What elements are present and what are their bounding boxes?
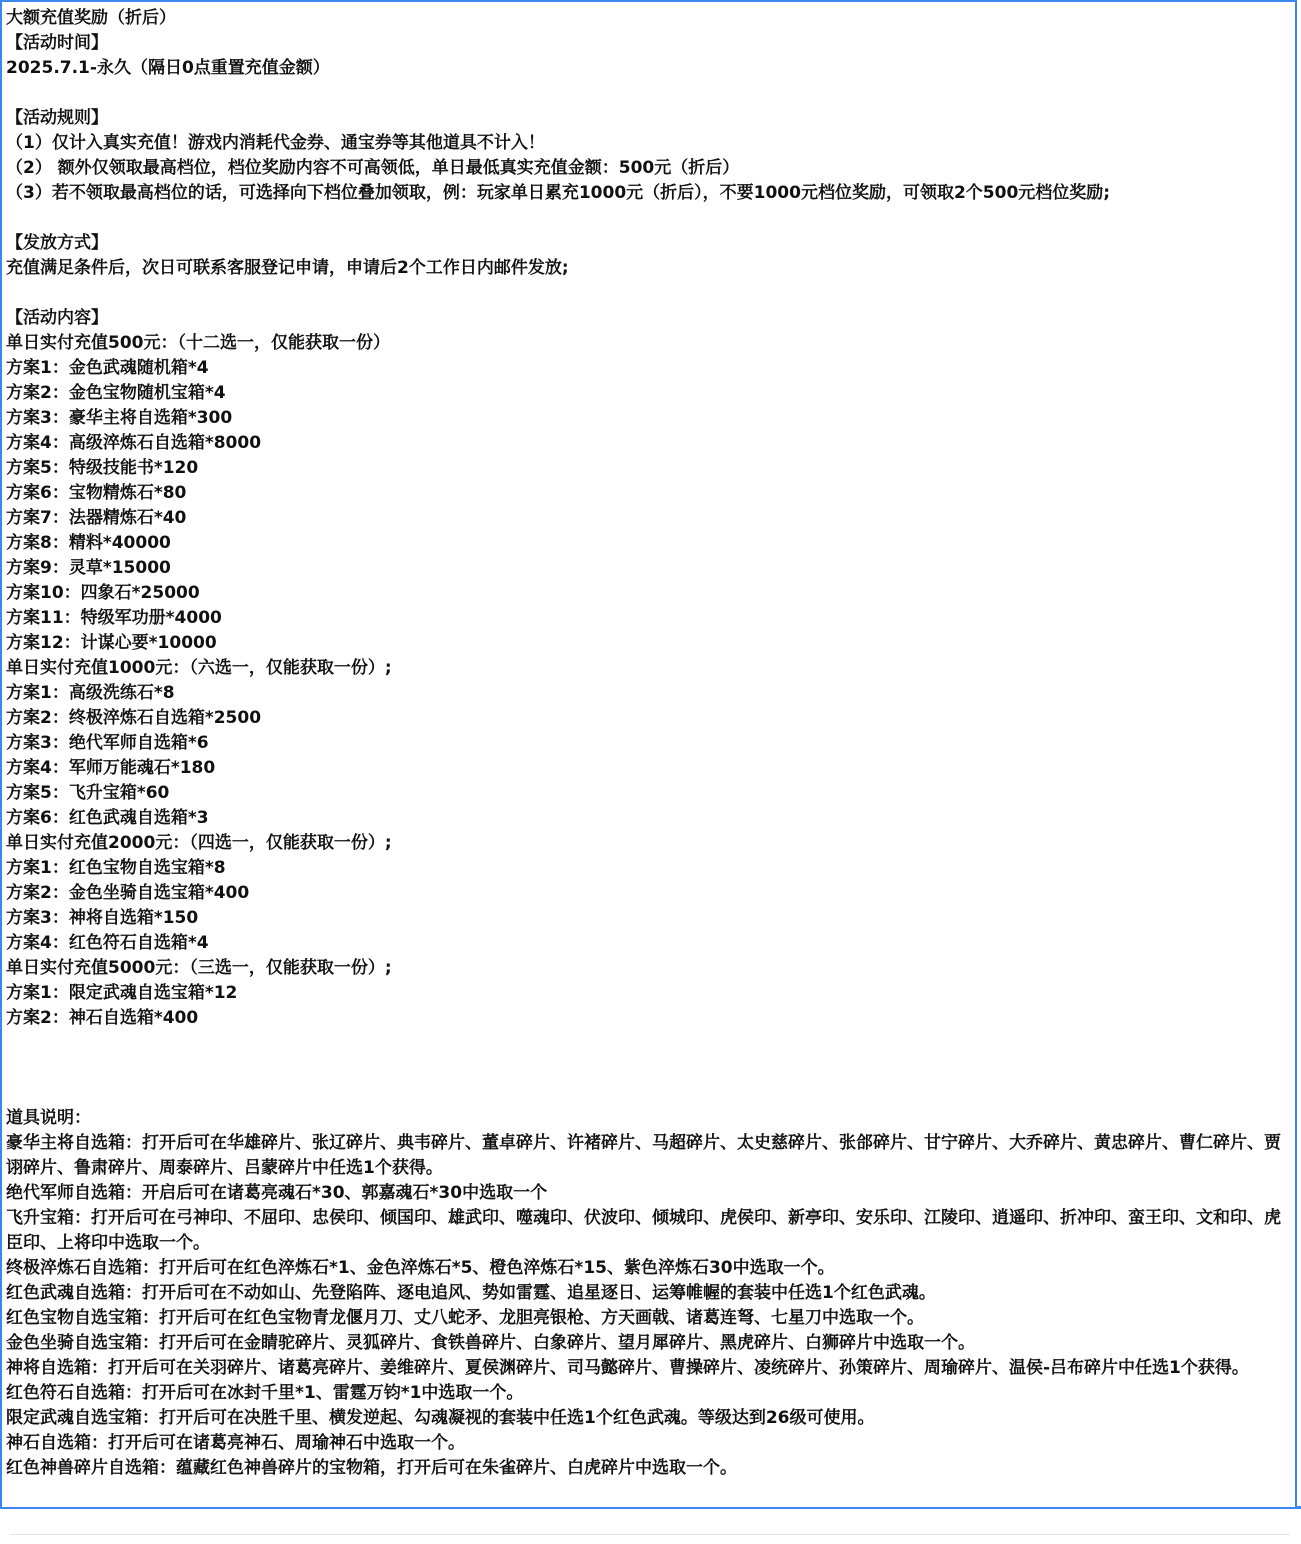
footer-area bbox=[0, 1509, 1301, 1544]
item-desc: 限定武魂自选宝箱：打开后可在决胜千里、横发逆起、勾魂凝视的套装中任选1个红色武魂。等级达到26级可使用。 bbox=[6, 1408, 875, 1428]
tier-option: 方案1：金色武魂随机箱*4 bbox=[6, 358, 209, 378]
item-desc: 飞升宝箱：打开后可在弓神印、不屈印、忠侯印、倾国印、雄武印、噬魂印、伏波印、倾城印、虎侯印、新亭印、安乐印、江陵印、逍遥印、折冲印、蛮王印、文和印、虎臣印、上将印中选取一个。 bbox=[6, 1208, 1281, 1253]
distribution-text: 充值满足条件后，次日可联系客服登记申请，申请后2个工作日内邮件发放; bbox=[6, 258, 569, 278]
tier-option: 方案3：神将自选箱*150 bbox=[6, 908, 199, 928]
tier-option: 方案7：法器精炼石*40 bbox=[6, 508, 187, 528]
item-desc: 绝代军师自选箱：开启后可在诸葛亮魂石*30、郭嘉魂石*30中选取一个 bbox=[6, 1183, 548, 1203]
tier-option: 方案1：限定武魂自选宝箱*12 bbox=[6, 983, 238, 1003]
item-desc: 红色符石自选箱：打开后可在冰封千里*1、雷霆万钧*1中选取一个。 bbox=[6, 1383, 524, 1403]
blank-line bbox=[6, 206, 1289, 231]
tier-option: 方案6：宝物精炼石*80 bbox=[6, 483, 187, 503]
tier-option: 方案11：特级军功册*4000 bbox=[6, 608, 222, 628]
item-desc: 红色武魂自选箱：打开后可在不动如山、先登陷阵、逐电追风、势如雷霆、追星逐日、运筹帷幄的套装中任选1个红色武魂。 bbox=[6, 1283, 936, 1303]
tier-option: 方案2：金色宝物随机宝箱*4 bbox=[6, 383, 226, 403]
tier-option: 方案2：神石自选箱*400 bbox=[6, 1008, 199, 1028]
footer-divider bbox=[10, 1534, 1290, 1535]
rule-item: （2） 额外仅领取最高档位，档位奖励内容不可高领低，单日最低真实充值金额：500元（折后） bbox=[6, 158, 740, 178]
tier-option: 方案4：高级淬炼石自选箱*8000 bbox=[6, 433, 262, 453]
document-body[interactable] bbox=[6, 6, 1289, 1481]
tier-option: 方案1：红色宝物自选宝箱*8 bbox=[6, 858, 226, 878]
tier-option: 方案5：飞升宝箱*60 bbox=[6, 783, 170, 803]
item-desc: 红色神兽碎片自选箱：蕴藏红色神兽碎片的宝物箱，打开后可在朱雀碎片、白虎碎片中选取一个。 bbox=[6, 1458, 737, 1478]
content-heading: 【活动内容】 bbox=[6, 308, 108, 328]
item-desc: 终极淬炼石自选箱：打开后可在红色淬炼石*1、金色淬炼石*5、橙色淬炼石*15、紫色淬炼石30中选取一个。 bbox=[6, 1258, 835, 1278]
tier-option: 方案4：红色符石自选箱*4 bbox=[6, 933, 209, 953]
items-desc-heading: 道具说明： bbox=[6, 1108, 91, 1128]
item-desc: 金色坐骑自选宝箱：打开后可在金睛驼碎片、灵狐碎片、食铁兽碎片、白象碎片、望月犀碎片、黑虎碎片、白狮碎片中选取一个。 bbox=[6, 1333, 975, 1353]
tier-title: 单日实付充值5000元：（三选一，仅能获取一份）; bbox=[6, 958, 392, 978]
blank-lines bbox=[6, 1031, 1289, 1106]
item-desc: 神将自选箱：打开后可在关羽碎片、诸葛亮碎片、姜维碎片、夏侯渊碎片、司马懿碎片、曹操碎片、凌统碎片、孙策碎片、周瑜碎片、温侯-吕布碎片中任选1个获得。 bbox=[6, 1358, 1249, 1378]
item-desc: 神石自选箱：打开后可在诸葛亮神石、周瑜神石中选取一个。 bbox=[6, 1433, 465, 1453]
tier-option: 方案12：计谋心要*10000 bbox=[6, 633, 217, 653]
tier-option: 方案4：军师万能魂石*180 bbox=[6, 758, 216, 778]
tier-title: 单日实付充值2000元：（四选一，仅能获取一份）; bbox=[6, 833, 392, 853]
tier-option: 方案9：灵草*15000 bbox=[6, 558, 171, 578]
time-heading: 【活动时间】 bbox=[6, 33, 108, 53]
tier-title: 单日实付充值500元：（十二选一，仅能获取一份） bbox=[6, 333, 390, 353]
tier-option: 方案8：精料*40000 bbox=[6, 533, 171, 553]
rules-heading: 【活动规则】 bbox=[6, 108, 108, 128]
tier-option: 方案3：豪华主将自选箱*300 bbox=[6, 408, 233, 428]
blank-line bbox=[6, 281, 1289, 306]
tier-option: 方案6：红色武魂自选箱*3 bbox=[6, 808, 209, 828]
page-title: 大额充值奖励（折后） bbox=[6, 8, 176, 28]
tier-option: 方案2：终极淬炼石自选箱*2500 bbox=[6, 708, 262, 728]
blank-line bbox=[6, 81, 1289, 106]
time-value: 2025.7.1-永久（隔日0点重置充值金额） bbox=[6, 58, 330, 78]
item-desc: 红色宝物自选宝箱：打开后可在红色宝物青龙偃月刀、丈八蛇矛、龙胆亮银枪、方天画戟、诸葛连弩、七星刀中选取一个。 bbox=[6, 1308, 924, 1328]
tier-option: 方案2：金色坐骑自选宝箱*400 bbox=[6, 883, 250, 903]
tier-option: 方案5：特级技能书*120 bbox=[6, 458, 199, 478]
distribution-heading: 【发放方式】 bbox=[6, 233, 108, 253]
tier-option: 方案1：高级洗练石*8 bbox=[6, 683, 175, 703]
rule-item: （3）若不领取最高档位的话，可选择向下档位叠加领取，例：玩家单日累充1000元（折后），不要1000元档位奖励，可领取2个500元档位奖励; bbox=[6, 183, 1111, 203]
rule-item: （1）仅计入真实充值！游戏内消耗代金券、通宝券等其他道具不计入！ bbox=[6, 133, 545, 153]
tier-option: 方案10：四象石*25000 bbox=[6, 583, 200, 603]
item-desc: 豪华主将自选箱：打开后可在华雄碎片、张辽碎片、典韦碎片、董卓碎片、许褚碎片、马超碎片、太史慈碎片、张郃碎片、甘宁碎片、大乔碎片、黄忠碎片、曹仁碎片、贾诩碎片、鲁肃碎片、周泰碎片、吕蒙碎片中任选1个获得。 bbox=[6, 1133, 1281, 1178]
tier-option: 方案3：绝代军师自选箱*6 bbox=[6, 733, 209, 753]
tier-title: 单日实付充值1000元：（六选一，仅能获取一份）; bbox=[6, 658, 392, 678]
